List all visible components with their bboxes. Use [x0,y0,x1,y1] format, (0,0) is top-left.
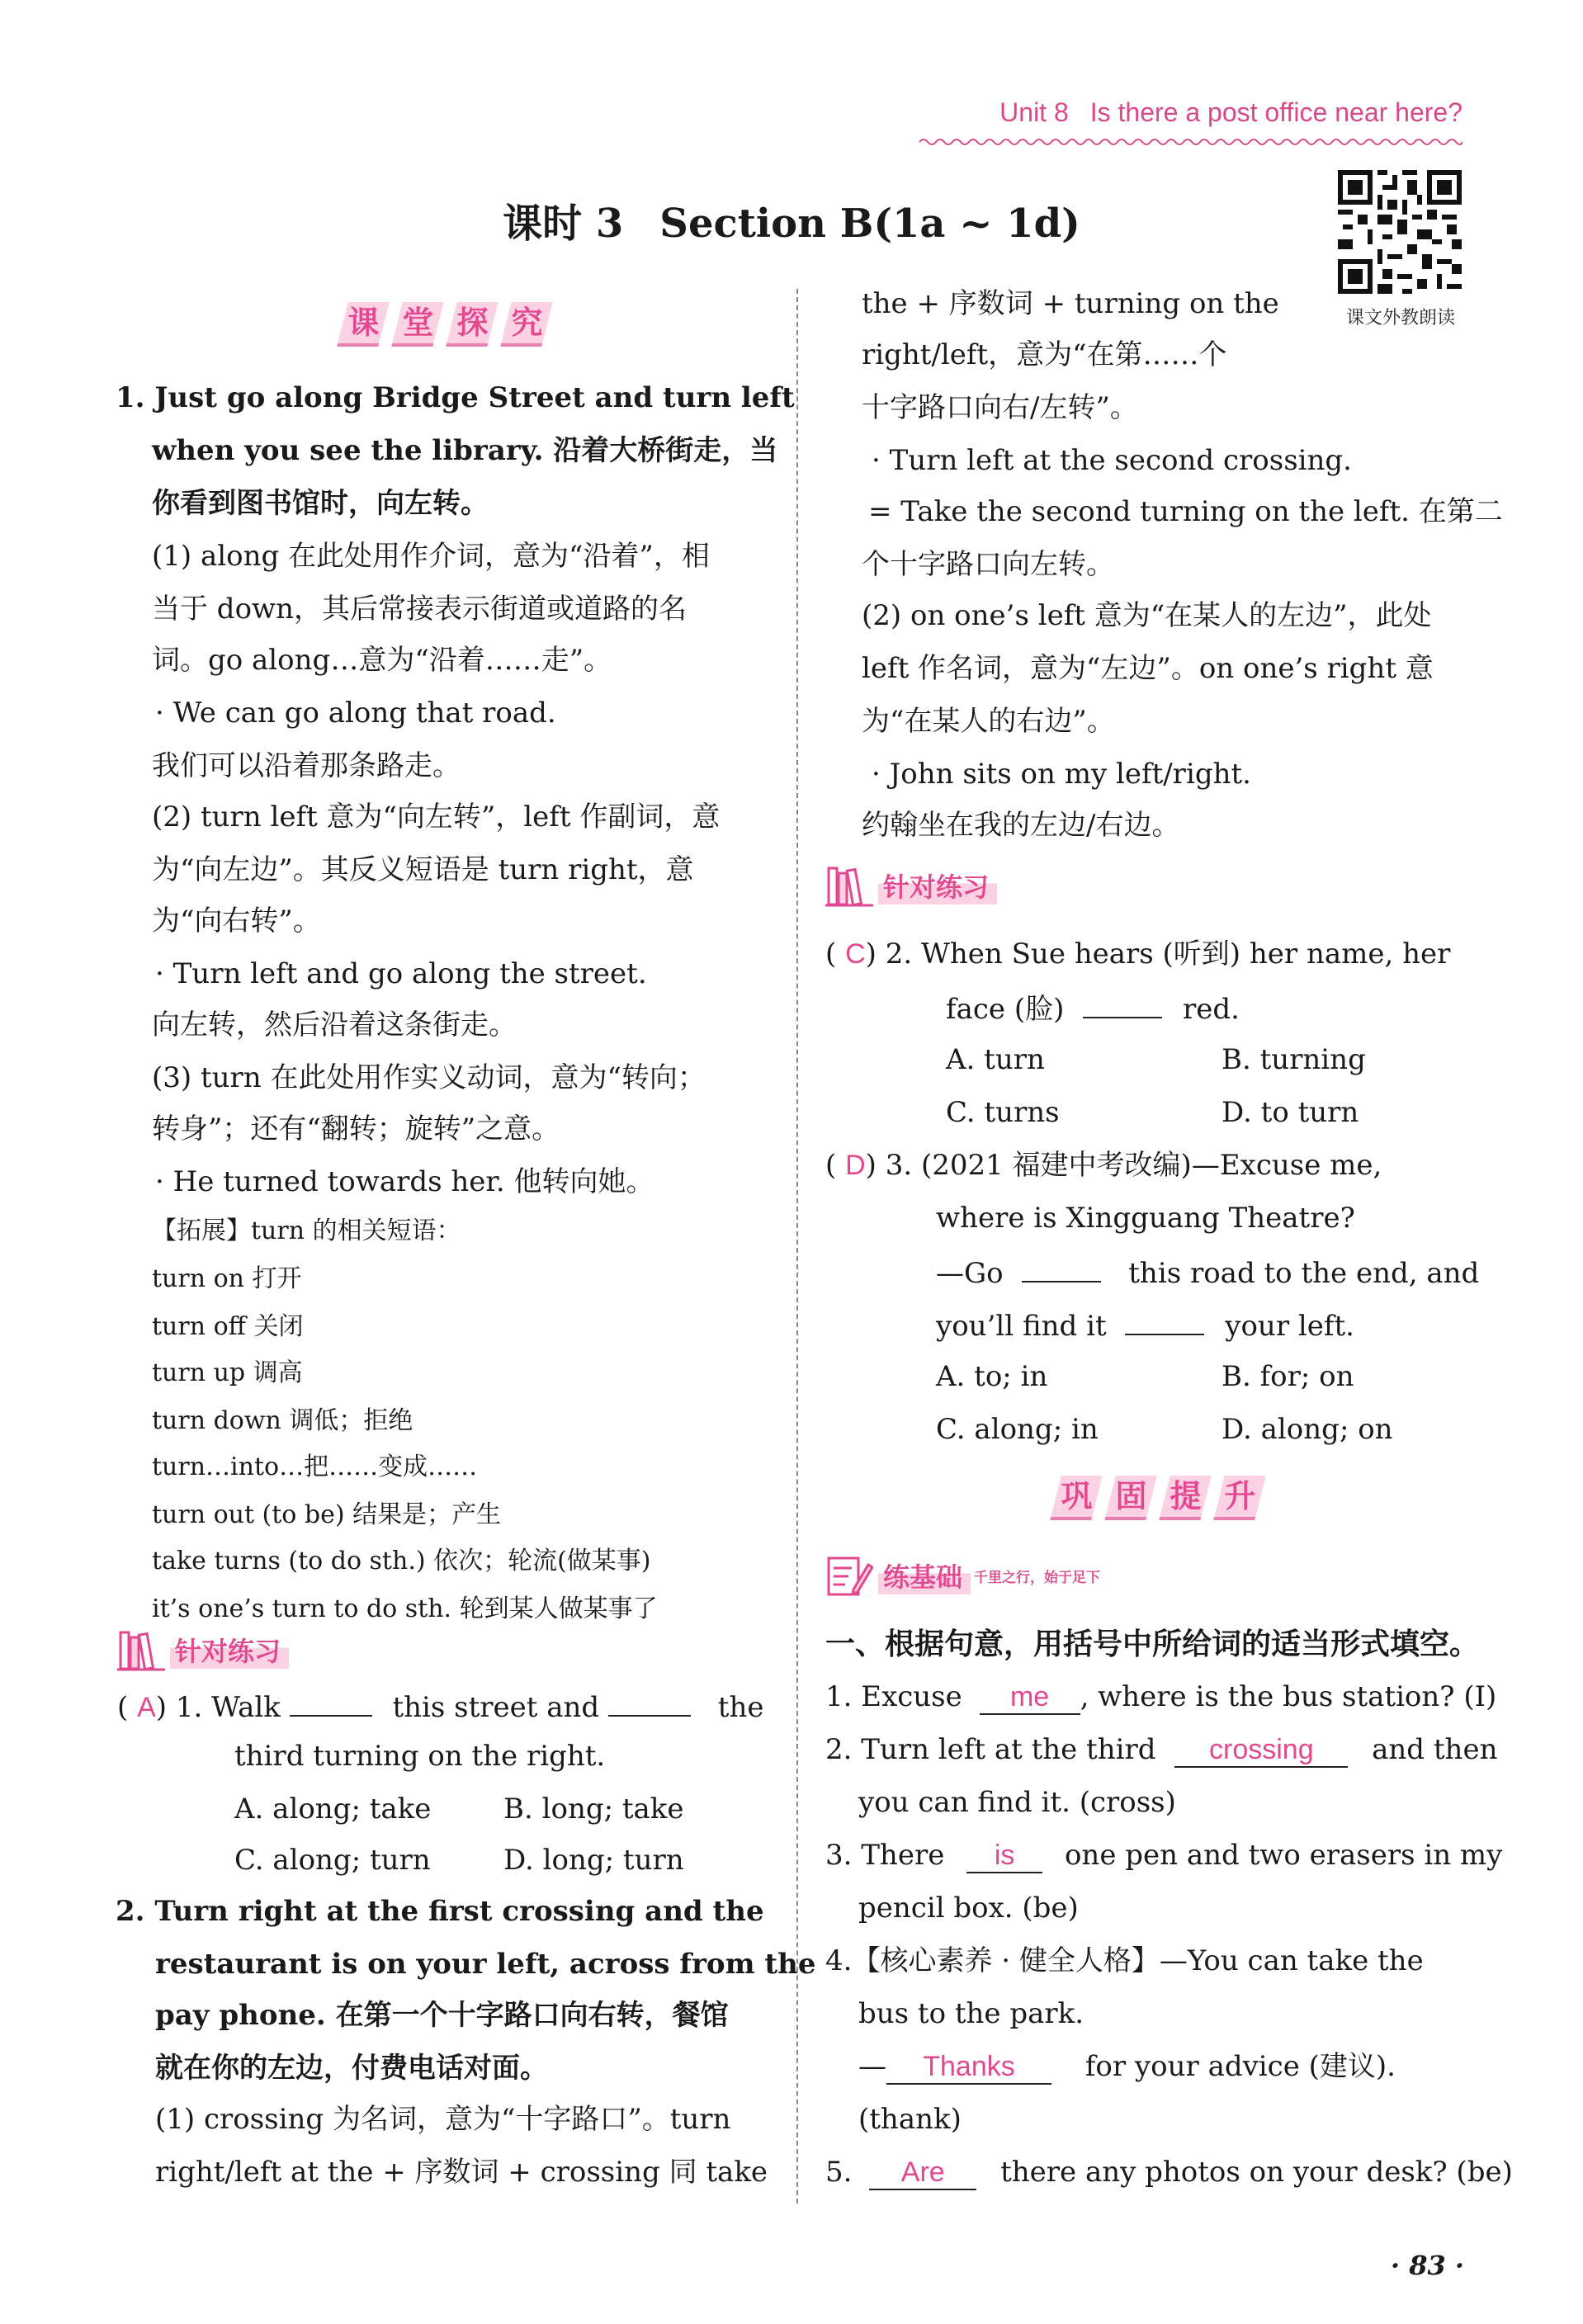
translation-line: 个十字路口向左转。 [862,548,1114,581]
banner-consolidate [1005,1474,1311,1522]
option-d[interactable]: D. to turn [1222,1096,1359,1129]
fill-question-4-cont: bus to the park. [858,1997,1084,2030]
body-line: left 作名词，意为“左边”。on one’s right 意 [862,652,1434,685]
basics-tag-sub: 千里之行，始于足下 [974,1569,1101,1586]
banner-tile: 究 [500,302,552,347]
question-3-stem: where is Xingguang Theatre? [936,1202,1355,1235]
answer-blank[interactable]: Thanks [886,2050,1051,2085]
option-a[interactable]: A. turn [946,1043,1045,1076]
body-line: (2) on one’s left 意为“在某人的左边”，此处 [862,599,1432,632]
fill-question-3-cont: pencil box. (be) [858,1892,1079,1925]
option-d[interactable]: D. along; on [1222,1413,1393,1446]
body-line: right/left，意为“在第……个 [862,338,1227,371]
body-line: (3) turn 在此处用作实义动词，意为“转向； [152,1061,706,1094]
translation-line: 我们可以沿着那条路走。 [152,749,461,782]
answer-blank[interactable] [608,1689,691,1717]
point-1-heading-line: 1. Just go along Bridge Street and turn left [116,381,795,414]
body-line: (1) crossing 为名词，意为“十字路口”。turn [155,2103,731,2136]
fill-question-3: 3. There is one pen and two erasers in my [825,1839,1503,1872]
qr-code-icon[interactable] [1338,170,1462,294]
phrase-line: turn out (to be) 结果是；产生 [152,1500,502,1529]
answer-blank[interactable] [1022,1254,1101,1282]
body-line: 转身”；还有“翻转；旋转”之意。 [152,1112,560,1145]
phrase-line: it’s one’s turn to do sth. 轮到某人做某事了 [152,1594,658,1623]
option-a[interactable]: A. along; take [234,1793,432,1826]
books-icon [117,1627,165,1672]
option-b[interactable]: B. long; take [503,1793,684,1826]
section-one-heading: 一、根据句意，用括号中所给词的适当形式填空。 [825,1627,1480,1661]
point-1-heading-line: 你看到图书馆时，向左转。 [152,487,489,520]
answer-blank[interactable] [1083,990,1162,1018]
banner-tile: 提 [1159,1476,1211,1520]
answer-blank[interactable] [1125,1307,1204,1335]
answer-blank[interactable]: me [980,1680,1080,1715]
fill-question-4: 4.【核心素养 · 健全人格】—You can take the [825,1944,1424,1977]
practice-tag-right [825,863,997,908]
question-1-stem: third turning on the right. [234,1740,606,1773]
question-3: ( D) 3. (2021 福建中考改编)—Excuse me, [825,1149,1382,1182]
header-wave-line [919,137,1463,147]
practice-tag-label: 针对练习 [170,1631,289,1669]
banner-class-explore [292,300,598,348]
option-b[interactable]: B. turning [1222,1043,1366,1076]
fill-question-4-answer-line: — Thanks for your advice (建议). [858,2050,1396,2083]
point-2-heading-line: pay phone. 在第一个十字路口向右转，餐馆 [155,1999,729,2032]
answer-blank[interactable] [290,1689,372,1717]
example-line: · We can go along that road. [155,697,556,730]
translation-line: 约翰坐在我的左边/右边。 [862,809,1180,842]
point-1-heading-line: when you see the library. 沿着大桥街走，当 [152,434,778,467]
example-line: = Take the second turning on the left. 在第二 [868,495,1503,528]
phrase-line: turn off 关闭 [152,1312,304,1341]
option-c[interactable]: C. along; turn [234,1844,431,1877]
question-3-stem: —Go this road to the end, and [936,1254,1479,1290]
banner-tile: 堂 [391,302,443,347]
body-line: 十字路口向右/左转”。 [862,391,1138,424]
phrase-line: turn…into…把……变成…… [152,1452,478,1481]
answer-choice: C [845,938,866,970]
unit-title: Is there a post office near here? [1089,97,1463,127]
lesson-label: 课时 3 [503,201,624,247]
translation-line: 向左转，然后沿着这条街走。 [152,1008,517,1042]
fill-question-4-hint: (thank) [858,2103,962,2136]
unit-label: Unit 8 [999,97,1069,127]
question-2: ( C) 2. When Sue hears (听到) her name, her [825,938,1451,971]
point-2-heading-line: 就在你的左边，付费电话对面。 [155,2052,548,2085]
option-b[interactable]: B. for; on [1222,1360,1354,1393]
fill-question-2-cont: you can find it. (cross) [858,1786,1176,1819]
practice-tag-left [117,1627,289,1672]
unit-header [999,97,1463,128]
phrase-line: take turns (to do sth.) 依次；轮流(做某事) [152,1547,651,1575]
banner-tile: 探 [446,302,498,347]
option-a[interactable]: A. to; in [936,1360,1048,1393]
fill-question-1: 1. Excuse me , where is the bus station? (I) [825,1680,1497,1713]
page-number: · 83 · [1390,2250,1464,2281]
example-line: · Turn left and go along the street. [155,957,647,990]
body-line: the + 序数词 + turning on the [862,287,1279,320]
answer-choice: D [845,1150,866,1181]
phrase-line: turn down 调低；拒绝 [152,1406,413,1435]
section-label: Section B(1a ~ 1d) [659,201,1080,247]
example-line: · John sits on my left/right. [872,758,1251,791]
question-3-stem: you’ll find it your left. [936,1307,1354,1343]
answer-blank[interactable]: is [966,1839,1042,1873]
point-2-heading-line: restaurant is on your left, across from the [155,1948,816,1981]
point-2-heading-line: 2. Turn right at the first crossing and the [116,1895,764,1928]
option-c[interactable]: C. turns [946,1096,1060,1129]
question-1: ( A) 1. Walk this street and the [117,1689,763,1724]
body-line: 当于 down，其后常接表示街道或道路的名 [152,593,688,626]
banner-tile: 课 [337,302,389,347]
fill-question-5: 5. Are there any photos on your desk? (be) [825,2156,1513,2189]
question-2-stem: face (脸) red. [946,990,1240,1026]
banner-tile: 固 [1104,1476,1156,1520]
basics-tag-label: 练基础 [878,1556,971,1594]
answer-choice: A [137,1692,156,1723]
column-divider [796,289,798,2204]
notepad-pencil-icon [825,1553,873,1598]
basics-tag [825,1553,1100,1598]
practice-tag-label: 针对练习 [878,867,997,905]
banner-tile: 升 [1213,1476,1265,1520]
expand-heading: 【拓展】turn 的相关短语： [152,1216,461,1245]
example-line: · He turned towards her. 他转向她。 [155,1165,654,1198]
option-c[interactable]: C. along; in [936,1413,1099,1446]
body-line: 为“向左边”。其反义短语是 turn right，意 [152,853,694,886]
body-line: right/left at the + 序数词 + crossing 同 take [155,2156,768,2189]
body-line: (2) turn left 意为“向左转”，left 作副词，意 [152,801,721,834]
body-line: (1) along 在此处用作介词，意为“沿着”，相 [152,540,710,573]
example-line: · Turn left at the second crossing. [872,444,1352,477]
phrase-line: turn on 打开 [152,1264,302,1293]
option-d[interactable]: D. long; turn [503,1844,684,1877]
answer-blank[interactable]: Are [869,2156,976,2190]
phrase-line: turn up 调高 [152,1358,303,1387]
body-line: 为“向右转”。 [152,905,321,938]
books-icon [825,863,873,908]
banner-tile: 巩 [1050,1476,1102,1520]
qr-caption: 课文外教朗读 [1345,308,1455,328]
body-line: 为“在某人的右边”。 [862,705,1115,738]
fill-question-2: 2. Turn left at the third crossing and then [825,1733,1498,1766]
answer-blank[interactable]: crossing [1174,1733,1348,1768]
body-line: 词。go along…意为“沿着……走”。 [152,644,612,677]
